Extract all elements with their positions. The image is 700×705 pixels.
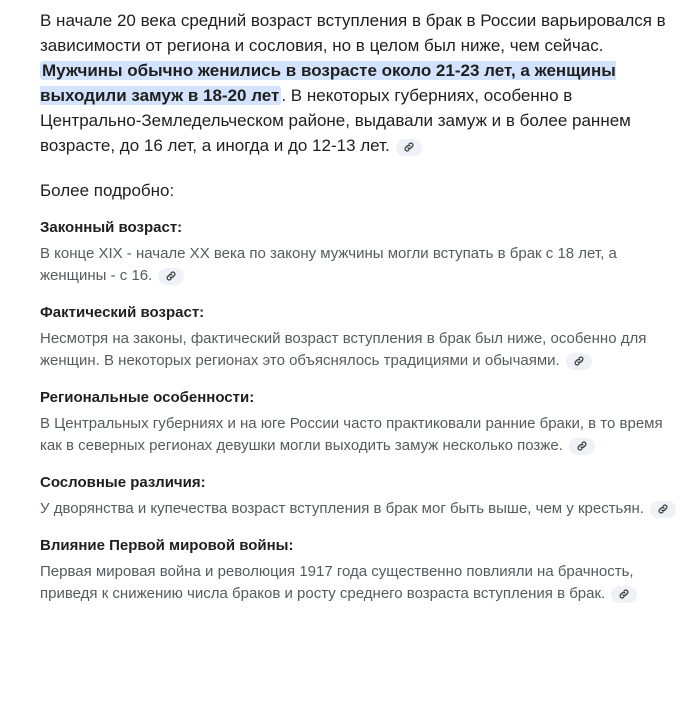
section-text: Первая мировая война и революция 1917 года существенно повлияли на брачность, приведя к снижению числа браков и росту среднего возраста вступления в брак.: [40, 563, 634, 602]
link-icon: [573, 355, 585, 367]
section-regional: [40, 388, 678, 457]
source-link-chip[interactable]: [566, 353, 592, 370]
link-icon: [576, 440, 588, 452]
link-icon: [403, 141, 415, 153]
source-link-chip[interactable]: [611, 586, 637, 603]
section-body: [40, 328, 678, 372]
section-estates: [40, 473, 678, 520]
section-title: Сословные различия:: [40, 474, 206, 491]
source-link-chip[interactable]: [158, 268, 184, 285]
section-body: [40, 413, 678, 457]
section-body: [40, 243, 678, 287]
section-ww1: [40, 536, 678, 605]
source-link-chip[interactable]: [569, 438, 595, 455]
link-icon: [657, 503, 669, 515]
section-body: [40, 561, 678, 605]
source-link-chip[interactable]: [650, 501, 676, 518]
section-actual-age: [40, 303, 678, 372]
intro-paragraph: [40, 8, 678, 158]
section-legal-age: [40, 218, 678, 287]
section-text: В конце XIX - начале XX века по закону мужчины могли вступать в брак с 18 лет, а женщины - с 16.: [40, 245, 617, 284]
link-icon: [165, 270, 177, 282]
section-title: Законный возраст:: [40, 219, 183, 236]
intro-text: В начале 20 века средний возраст вступления в брак в России варьировался в зависимости от региона и сословия, но в целом был ниже, чем сейчас.: [40, 11, 666, 55]
section-text: Несмотря на законы, фактический возраст вступления в брак был ниже, особенно для женщин. В некоторых регионах это объяснялось традициями и обычаями.: [40, 330, 647, 369]
section-title: Фактический возраст:: [40, 304, 205, 321]
section-body: [40, 498, 678, 520]
section-title: Влияние Первой мировой войны:: [40, 537, 294, 554]
source-link-chip[interactable]: [396, 139, 422, 156]
section-text: В Центральных губерниях и на юге России часто практиковали ранние браки, в то время как в северных регионах девушки могли выходить замуж несколько позже.: [40, 415, 663, 454]
link-icon: [618, 588, 630, 600]
section-text: У дворянства и купечества возраст вступления в брак мог быть выше, чем у крестьян.: [40, 500, 644, 517]
section-title: Региональные особенности:: [40, 389, 255, 406]
highlighted-summary: Мужчины обычно женились в возрасте около 21-23 лет, а женщины выходили замуж в 18-20 лет: [40, 61, 616, 105]
intro-text-continued: . В некоторых губерниях, особенно в Центрально-Земледельческом районе, выдавали замуж и в более раннем возрасте, до 16 лет, а иногда и до 12-13 лет.: [40, 86, 631, 155]
more-details-heading: Более подробно:: [40, 181, 175, 200]
